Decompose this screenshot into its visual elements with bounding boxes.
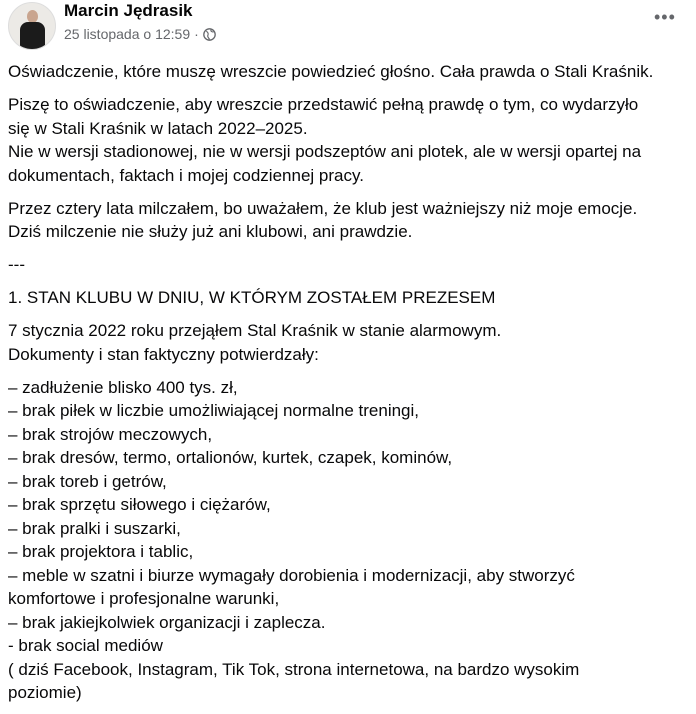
text-line: – brak jakiejkolwiek organizacji i zaplecza. (8, 612, 326, 632)
text-line: - brak social mediów (8, 636, 163, 655)
text-line: – brak pralki i suszarki, (8, 518, 181, 538)
more-options-button[interactable]: ••• (654, 7, 676, 27)
text-line: Nie w wersji stadionowej, nie w wersji podszeptów ani plotek, ale w wersji opartej na (8, 142, 642, 161)
globe-icon (203, 28, 216, 41)
post-paragraph (8, 319, 688, 366)
post-content (8, 60, 688, 714)
text-line: – brak strojów meczowych, (8, 424, 213, 444)
post-header (0, 0, 696, 56)
text-line: – brak projektora i tablic, (8, 542, 194, 561)
post-meta (64, 26, 216, 42)
text-line: ( dziś Facebook, Instagram, Tik Tok, strona internetowa, na bardzo wysokim (8, 659, 580, 679)
post-paragraph (8, 93, 688, 187)
text-line: --- (8, 255, 25, 274)
author-name[interactable]: Marcin Jędrasik (64, 1, 193, 20)
post-paragraph (8, 286, 688, 310)
text-line: się w Stali Kraśnik w latach 2022–2025. (8, 118, 308, 138)
text-line: – meble w szatni i biurze wymagały dorobienia i modernizacji, aby stworzyć (8, 565, 575, 585)
post-paragraph (8, 253, 688, 277)
text-line: Przez cztery lata milczałem, bo uważałem, że klub jest ważniejszy niż moje emocje. (8, 198, 638, 218)
text-line: komfortowe i profesjonalne warunki, (8, 589, 280, 608)
text-line: 1. STAN KLUBU W DNIU, W KTÓRYM ZOSTAŁEM PREZESEM (8, 288, 496, 307)
text-line: Dokumenty i stan faktyczny potwierdzały: (8, 344, 319, 364)
text-line: – brak dresów, termo, ortalionów, kurtek, czapek, kominów, (8, 448, 453, 467)
text-line: Dziś milczenie nie służy już ani klubowi, ani prawdzie. (8, 222, 413, 241)
post-paragraph (8, 60, 688, 84)
text-line: poziomie) (8, 683, 82, 702)
text-line: – zadłużenie blisko 400 tys. zł, (8, 377, 238, 397)
text-line: Piszę to oświadczenie, aby wreszcie przedstawić pełną prawdę o tym, co wydarzyło (8, 95, 639, 114)
text-line: dokumentach, faktach i mojej codziennej pracy. (8, 165, 364, 185)
text-line: – brak toreb i getrów, (8, 471, 167, 491)
text-line: – brak sprzętu siłowego i ciężarów, (8, 495, 271, 514)
timestamp[interactable]: 25 listopada o 12:59 (64, 26, 191, 42)
text-line: Oświadczenie, które muszę wreszcie powiedzieć głośno. Cała prawda o Stali Kraśnik. (8, 62, 654, 81)
text-line: – brak piłek w liczbie umożliwiającej normalne treningi, (8, 401, 420, 420)
post-paragraph (8, 376, 688, 705)
post-paragraph (8, 197, 688, 244)
avatar[interactable] (8, 2, 56, 50)
text-line: 7 stycznia 2022 roku przejąłem Stal Kraśnik w stanie alarmowym. (8, 321, 502, 340)
separator: · (194, 26, 199, 42)
